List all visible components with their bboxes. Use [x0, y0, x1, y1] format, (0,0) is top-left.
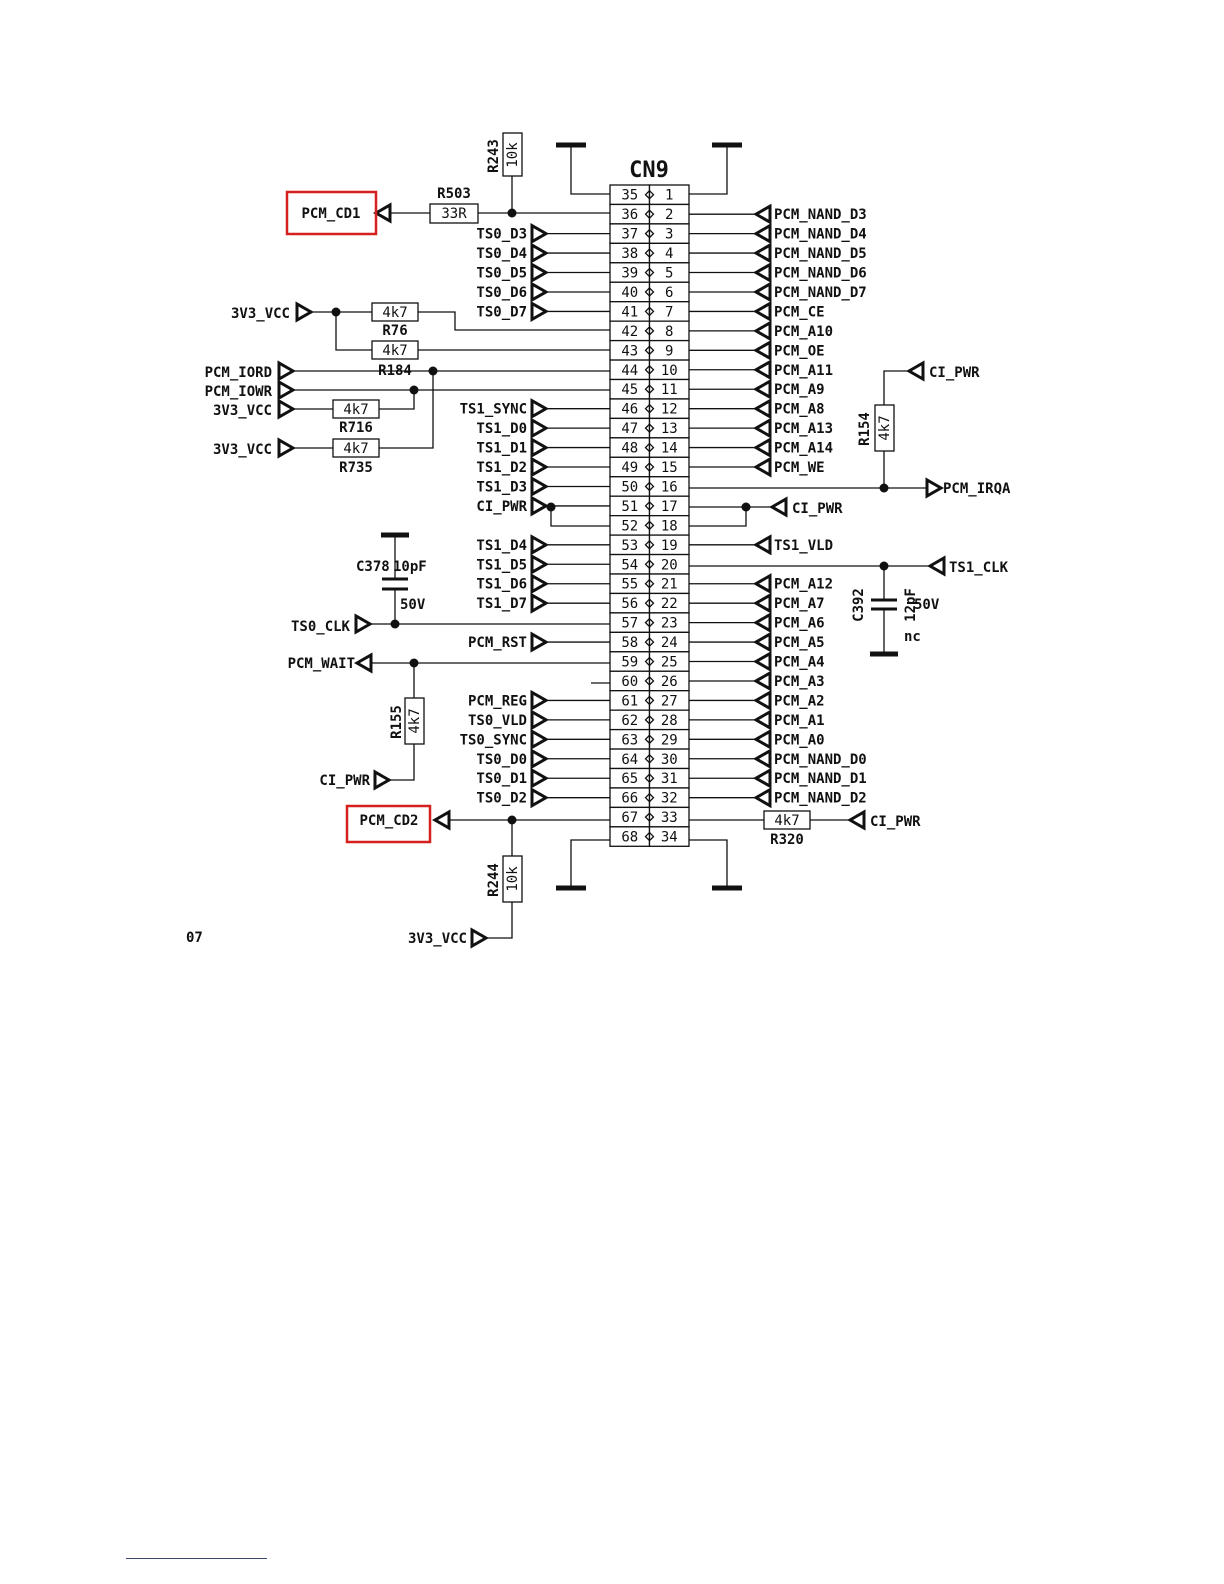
- pin-number-left: 48: [621, 440, 639, 457]
- net-label-right: PCM_OE: [774, 343, 825, 360]
- r155-value: 4k7: [407, 708, 423, 734]
- net-ci-pwr-bottom-right: CI_PWR: [870, 814, 921, 830]
- port-arrow-icon: [532, 751, 546, 767]
- port-3v3-a: [297, 304, 311, 320]
- port-arrow-icon: [756, 362, 770, 378]
- net-label-left: TS1_D2: [476, 460, 527, 477]
- footnote-divider: [126, 1558, 267, 1559]
- pin-number-left: 57: [621, 615, 639, 632]
- net-label-right: PCM_A2: [774, 693, 825, 710]
- pin-number-right: 17: [660, 498, 678, 515]
- pin-number-left: 44: [621, 362, 639, 379]
- port-arrow-icon: [532, 498, 546, 514]
- pin-number-left: 35: [621, 187, 639, 204]
- r154-ref: R154: [857, 412, 873, 446]
- net-label-right: PCM_A4: [774, 654, 825, 671]
- pin-number-right: 31: [660, 771, 678, 788]
- port-arrow-icon: [756, 770, 770, 786]
- pin-number-left: 40: [621, 284, 639, 301]
- net-label-left: TS1_D3: [476, 479, 527, 496]
- net-label-left: TS0_D3: [476, 226, 527, 243]
- left-net-labels: [460, 226, 610, 807]
- net-label-right: PCM_NAND_D7: [774, 284, 867, 301]
- pin-number-left: 50: [621, 479, 639, 496]
- port-arrow-icon: [532, 459, 546, 475]
- pin-number-right: 22: [660, 596, 678, 613]
- net-3v3-c: 3V3_VCC: [212, 442, 272, 458]
- net-pcm-iord: PCM_IORD: [204, 365, 272, 381]
- net-ci-pwr-left: CI_PWR: [319, 773, 370, 789]
- net-pcm-cd2: PCM_CD2: [359, 813, 419, 829]
- net-label-right: PCM_NAND_D5: [774, 246, 867, 263]
- port-arrow-icon: [532, 692, 546, 708]
- net-label-left: TS0_D4: [476, 246, 527, 263]
- net-label-right: PCM_A14: [774, 440, 834, 457]
- r320-value: 4k7: [774, 813, 800, 829]
- port-arrow-icon: [756, 595, 770, 611]
- net-label-right: PCM_A6: [774, 615, 825, 632]
- port-arrow-icon: [532, 537, 546, 553]
- r184-value: 4k7: [382, 343, 408, 359]
- pin-number-left: 37: [621, 226, 639, 243]
- port-arrow-icon: [532, 478, 546, 494]
- port-arrow-icon: [756, 401, 770, 417]
- port-arrow-icon: [532, 731, 546, 747]
- r244-ref: R244: [486, 863, 502, 897]
- pin-number-left: 68: [621, 829, 639, 846]
- net-label-right: PCM_WE: [774, 460, 825, 477]
- pin-number-left: 43: [621, 343, 639, 360]
- port-arrow-icon: [532, 634, 546, 650]
- c378-ref: C378: [356, 559, 390, 575]
- pin-number-left: 38: [621, 246, 639, 263]
- r76-ref: R76: [382, 323, 408, 339]
- pin-number-right: 34: [660, 829, 678, 846]
- c378-ts0-clk: [291, 535, 610, 635]
- net-ts1-clk: TS1_CLK: [949, 560, 1009, 576]
- net-label-left: TS1_D1: [476, 440, 527, 457]
- pin-number-left: 47: [621, 421, 639, 438]
- net-label-left: PCM_RST: [467, 635, 527, 652]
- port-arrow-icon: [756, 712, 770, 728]
- ts1-clk-c392: [689, 558, 1009, 654]
- pin-number-right: 32: [660, 790, 678, 807]
- net-label-right: PCM_NAND_D1: [774, 771, 867, 788]
- port-arrow-icon: [756, 381, 770, 397]
- port-arrow-icon: [756, 440, 770, 456]
- r320-ref: R320: [770, 832, 804, 848]
- pin-number-right: 24: [660, 635, 678, 652]
- pin-number-left: 64: [621, 751, 639, 768]
- connector-ref: CN9: [629, 158, 669, 183]
- net-label-left: CI_PWR: [476, 498, 527, 515]
- r76-value: 4k7: [382, 305, 408, 321]
- pin-number-left: 51: [621, 498, 639, 515]
- net-label-right: PCM_A1: [774, 712, 825, 729]
- net-label-left: TS0_D0: [476, 751, 527, 768]
- pin-number-left: 53: [621, 537, 639, 554]
- pin-number-left: 42: [621, 323, 639, 340]
- pin-number-right: 6: [665, 284, 674, 301]
- pin-number-left: 52: [621, 518, 639, 535]
- net-3v3-b: 3V3_VCC: [212, 403, 272, 419]
- pin-number-left: 36: [621, 207, 639, 224]
- pin-number-left: 63: [621, 732, 639, 749]
- pin-number-right: 8: [665, 323, 674, 340]
- port-arrow-icon: [532, 284, 546, 300]
- r154-value: 4k7: [877, 415, 893, 441]
- net-label-right: PCM_A3: [774, 673, 825, 690]
- pin-number-right: 15: [660, 460, 678, 477]
- c392-voltage: 50V: [914, 597, 940, 613]
- net-label-left: TS1_D7: [476, 596, 527, 613]
- net-label-right: PCM_A8: [774, 401, 825, 418]
- pin-number-right: 11: [660, 382, 678, 399]
- r716-value: 4k7: [343, 402, 369, 418]
- pin-number-right: 3: [665, 226, 674, 243]
- r735-value: 4k7: [343, 441, 369, 457]
- pin-number-left: 67: [621, 810, 639, 827]
- c378-voltage: 50V: [400, 597, 426, 613]
- c378-value: 10pF: [393, 559, 427, 575]
- net-label-right: PCM_CE: [774, 304, 825, 321]
- port-arrow-icon: [756, 284, 770, 300]
- port-arrow-icon: [756, 206, 770, 222]
- port-arrow-icon: [756, 537, 770, 553]
- r503-value: 33R: [441, 206, 467, 222]
- net-label-right: PCM_A0: [774, 732, 825, 749]
- port-arrow-icon: [756, 654, 770, 670]
- pin-number-right: 12: [660, 401, 678, 418]
- net-label-left: TS0_VLD: [467, 712, 527, 729]
- pin-number-right: 13: [660, 421, 678, 438]
- r503-ref: R503: [437, 186, 471, 202]
- port-arrow-icon: [756, 245, 770, 261]
- port-arrow-icon: [532, 265, 546, 281]
- port-arrow-icon: [756, 342, 770, 358]
- net-label-left: TS1_D4: [476, 537, 527, 554]
- pin-number-left: 55: [621, 576, 639, 593]
- pin-number-left: 54: [621, 557, 639, 574]
- net-label-right: PCM_A10: [774, 323, 834, 340]
- r155-ref: R155: [389, 705, 405, 739]
- pin-number-right: 2: [665, 207, 674, 224]
- pcm-cd1-circuit: [287, 133, 610, 234]
- net-label-left: TS0_D6: [476, 284, 527, 301]
- net-3v3-bottom: 3V3_VCC: [407, 931, 467, 947]
- port-arrow-icon: [532, 440, 546, 456]
- port-arrow-icon: [756, 751, 770, 767]
- port-arrow-icon: [756, 615, 770, 631]
- pin-number-left: 56: [621, 596, 639, 613]
- port-arrow-icon: [756, 420, 770, 436]
- net-label-left: TS0_D7: [476, 304, 527, 321]
- port-arrow-icon: [756, 692, 770, 708]
- r243-value: 10k: [505, 142, 521, 168]
- c392-ref: C392: [851, 588, 867, 622]
- pin-number-left: 61: [621, 693, 639, 710]
- net-label-left: TS1_D5: [476, 557, 527, 574]
- pin-number-right: 21: [660, 576, 678, 593]
- port-arrow-icon: [532, 226, 546, 242]
- r243-ref: R243: [486, 139, 502, 173]
- pin-number-right: 18: [660, 518, 678, 535]
- pin-number-left: 60: [621, 673, 639, 690]
- pin-number-right: 30: [660, 751, 678, 768]
- port-arrow-icon: [532, 303, 546, 319]
- net-label-right: PCM_A12: [774, 576, 834, 593]
- net-pcm-cd1: PCM_CD1: [301, 206, 361, 222]
- pin-number-left: 66: [621, 790, 639, 807]
- net-label-left: TS0_D1: [476, 771, 527, 788]
- pin-number-right: 28: [660, 712, 678, 729]
- pin-number-right: 19: [660, 537, 678, 554]
- pin-number-left: 49: [621, 460, 639, 477]
- port-arrow-icon: [756, 226, 770, 242]
- pin-number-left: 39: [621, 265, 639, 282]
- pin-number-left: 62: [621, 712, 639, 729]
- port-arrow-icon: [532, 576, 546, 592]
- pin-number-right: 10: [660, 362, 678, 379]
- pin-number-right: 1: [665, 187, 674, 204]
- port-arrow-icon: [756, 731, 770, 747]
- r244-value: 10k: [505, 866, 521, 892]
- port-arrow-icon: [532, 556, 546, 572]
- r716-ref: R716: [339, 420, 373, 436]
- net-label-left: TS0_SYNC: [459, 732, 527, 749]
- port-arrow-icon: [756, 265, 770, 281]
- pin-number-right: 23: [660, 615, 678, 632]
- net-label-right: PCM_NAND_D0: [774, 751, 867, 768]
- port-arrow-icon: [532, 595, 546, 611]
- net-pcm-irqa: PCM_IRQA: [943, 481, 1011, 497]
- net-label-right: PCM_A5: [774, 635, 825, 652]
- net-pcm-iowr: PCM_IOWR: [204, 384, 272, 400]
- margin-fragment: 07: [186, 930, 203, 946]
- pin-number-right: 16: [660, 479, 678, 496]
- port-arrow-icon: [532, 712, 546, 728]
- pin-number-right: 14: [660, 440, 678, 457]
- pin-number-left: 45: [621, 382, 639, 399]
- pin-number-left: 59: [621, 654, 639, 671]
- port-arrow-icon: [532, 245, 546, 261]
- pin-number-right: 29: [660, 732, 678, 749]
- net-pcm-wait: PCM_WAIT: [287, 656, 355, 672]
- pin-number-right: 9: [665, 343, 674, 360]
- pin-number-right: 26: [660, 673, 678, 690]
- net-label-left: TS1_D0: [476, 421, 527, 438]
- net-ci-pwr-top-right: CI_PWR: [929, 365, 980, 381]
- port-arrow-icon: [532, 790, 546, 806]
- pin-number-right: 7: [665, 304, 674, 321]
- pin-number-right: 20: [660, 557, 678, 574]
- net-label-right: PCM_A9: [774, 382, 825, 399]
- pin-number-left: 65: [621, 771, 639, 788]
- port-arrow-icon: [756, 323, 770, 339]
- net-ci-pwr-mid-right: CI_PWR: [792, 501, 843, 517]
- ci-pwr-bridge: [547, 499, 844, 526]
- connector-cn9: [610, 185, 689, 846]
- port-arrow-icon: [532, 420, 546, 436]
- net-3v3-a: 3V3_VCC: [230, 306, 290, 322]
- pin-number-right: 25: [660, 654, 678, 671]
- iord-iowr-circuit: [205, 363, 610, 476]
- net-label-left: TS0_D5: [476, 265, 527, 282]
- pin-number-right: 33: [660, 810, 678, 827]
- net-label-left: TS0_D2: [476, 790, 527, 807]
- net-label-right: PCM_NAND_D3: [774, 207, 867, 224]
- r735-ref: R735: [339, 460, 373, 476]
- net-label-right: PCM_A11: [774, 362, 834, 379]
- port-arrow-icon: [756, 459, 770, 475]
- port-arrow-icon: [756, 673, 770, 689]
- pin-number-right: 4: [665, 246, 674, 263]
- port-arrow-icon: [532, 401, 546, 417]
- net-label-right: TS1_VLD: [774, 537, 834, 554]
- port-arrow-icon: [532, 770, 546, 786]
- pin-number-right: 27: [660, 693, 678, 710]
- net-label-right: PCM_NAND_D6: [774, 265, 867, 282]
- pin-number-left: 46: [621, 401, 639, 418]
- net-label-right: PCM_NAND_D4: [774, 226, 867, 243]
- net-label-left: PCM_REG: [467, 693, 527, 710]
- c392-value: 12pF: [903, 588, 919, 622]
- r154-irqa-circuit: [689, 363, 1011, 497]
- c392-note: nc: [904, 629, 921, 645]
- r184-ref: R184: [378, 363, 412, 379]
- net-label-right: PCM_A13: [774, 421, 834, 438]
- pin-number-left: 58: [621, 635, 639, 652]
- port-arrow-icon: [756, 303, 770, 319]
- pin-number-right: 5: [665, 265, 674, 282]
- net-ts0-clk: TS0_CLK: [290, 619, 350, 635]
- net-label-left: TS1_D6: [476, 576, 527, 593]
- net-label-right: PCM_NAND_D2: [774, 790, 867, 807]
- port-cd1-arrow: [376, 205, 390, 221]
- net-label-right: PCM_A7: [774, 596, 825, 613]
- pcm-wait-r155: [288, 655, 610, 789]
- pin-number-left: 41: [621, 304, 639, 321]
- port-arrow-icon: [756, 634, 770, 650]
- r320-circuit: [689, 811, 921, 848]
- port-arrow-icon: [756, 576, 770, 592]
- port-arrow-icon: [756, 790, 770, 806]
- net-label-left: TS1_SYNC: [459, 401, 527, 418]
